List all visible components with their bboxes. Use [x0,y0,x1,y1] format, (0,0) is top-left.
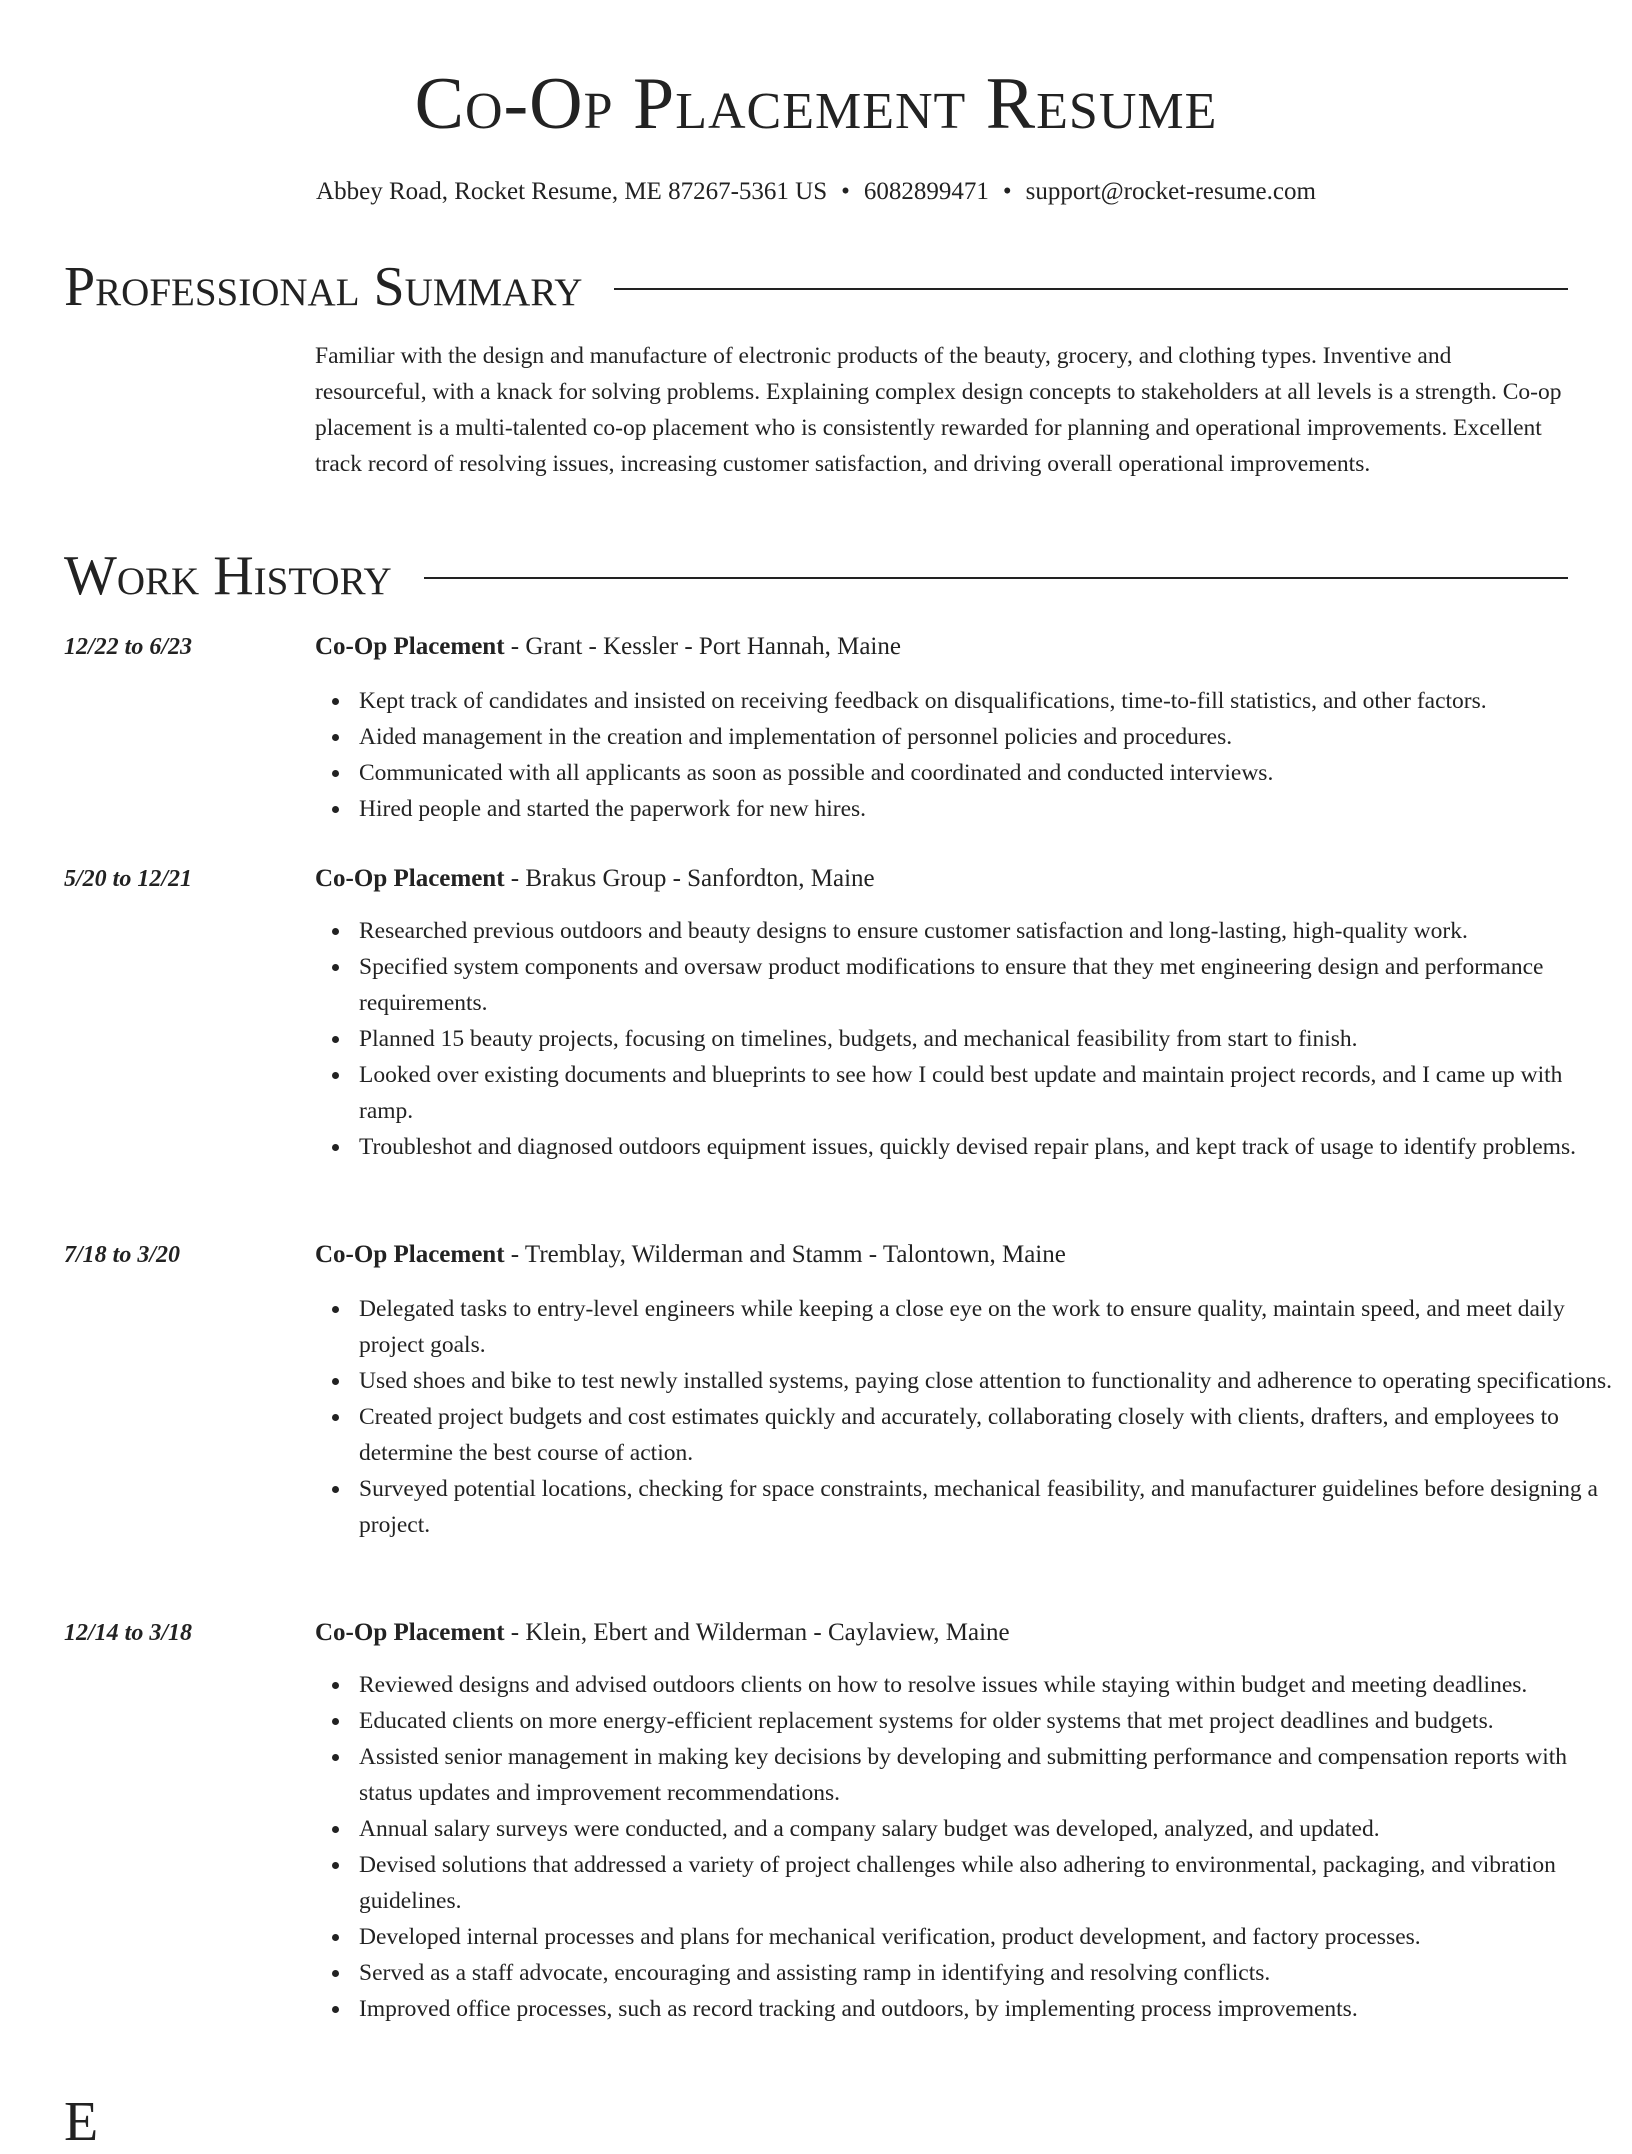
job-bullet: Researched previous outdoors and beauty designs to ensure customer satisfaction and long-lasting, high-quality work. [359,913,1619,949]
job-heading [315,1237,1066,1273]
summary-text: Familiar with the design and manufacture of electronic products of the beauty, grocery, and clothing types. Inventive and resourceful, with a knack for solving problems. Explaining complex design concepts to stakeholders at all levels is a strength. Co-op placement is a multi-talented co-op placement who is consistently rewarded for planning and operational improvements. Excellent track record of resolving issues, increasing customer satisfaction, and driving overall operational improvements. [315,343,1562,477]
job-bullets [315,1667,1619,2027]
job-title: Co-Op Placement [315,865,505,892]
job-employer-location: - Grant - Kessler - Port Hannah, Maine [504,633,901,660]
job-bullet: Improved office processes, such as record tracking and outdoors, by implementing process improvements. [359,1991,1619,2027]
section-divider [424,577,1568,579]
job-bullets [315,683,1619,827]
job-employer-location: - Brakus Group - Sanfordton, Maine [504,865,875,892]
job-dates: 5/20 to 12/21 [64,866,193,892]
contact-separator: • [841,178,850,205]
job-bullet: Aided management in the creation and implementation of personnel policies and procedures. [359,719,1619,755]
job-bullet: Created project budgets and cost estimates quickly and accurately, collaborating closely with clients, drafters, and employees to determine the best course of action. [359,1399,1619,1471]
job-title: Co-Op Placement [315,633,505,660]
job-bullet: Surveyed potential locations, checking for space constraints, mechanical feasibility, and manufacturer guidelines before designing a project. [359,1471,1619,1543]
job-bullet: Delegated tasks to entry-level engineers while keeping a close eye on the work to ensure quality, maintain speed, and meet daily project goals. [359,1291,1619,1363]
section-title: Work History [64,545,392,607]
job-employer-location: - Klein, Ebert and Wilderman - Caylaview, Maine [504,1619,1010,1646]
job-bullet: Developed internal processes and plans for mechanical verification, product development, and factory processes. [359,1919,1619,1955]
contact-separator: • [1002,178,1012,205]
job-employer-location: - Tremblay, Wilderman and Stamm - Talontown, Maine [504,1241,1066,1268]
job-bullets [315,1291,1619,1543]
job-bullet: Annual salary surveys were conducted, and a company salary budget was developed, analyzed, and updated. [359,1811,1619,1847]
contact-email: support@rocket-resume.com [1025,178,1316,205]
job-bullet: Hired people and started the paperwork for new hires. [359,791,1619,827]
contact-line [0,174,1632,210]
section-title: Professional Summary [64,256,583,318]
job-bullet: Used shoes and bike to test newly installed systems, paying close attention to functionality and adherence to operating specifications. [359,1363,1619,1399]
job-title: Co-Op Placement [315,1619,505,1646]
job-dates: 12/14 to 3/18 [64,1620,193,1646]
job-dates: 12/22 to 6/23 [64,634,193,660]
section-heading-summary [64,255,1568,319]
contact-address: Abbey Road, Rocket Resume, ME 87267-5361 US [316,178,828,205]
job-bullet: Kept track of candidates and insisted on receiving feedback on disqualifications, time-to-fill statistics, and other factors. [359,683,1619,719]
job-bullet: Looked over existing documents and blueprints to see how I could best update and maintain project records, and I came up with ramp. [359,1057,1619,1129]
job-heading [315,629,901,665]
job-bullet: Devised solutions that addressed a variety of project challenges while also adhering to environmental, packaging, and vibration guidelines. [359,1847,1619,1919]
section-heading-work-history [64,544,1568,608]
section-divider [614,288,1568,290]
job-bullet: Served as a staff advocate, encouraging and assisting ramp in identifying and resolving conflicts. [359,1955,1619,1991]
job-bullet: Communicated with all applicants as soon as possible and coordinated and conducted interviews. [359,755,1619,791]
job-heading [315,861,875,897]
job-bullet: Specified system components and oversaw product modifications to ensure that they met engineering design and performance requirements. [359,949,1619,1021]
job-bullet: Educated clients on more energy-efficient replacement systems for older systems that met project deadlines and budgets. [359,1703,1619,1739]
resume-title: Co-Op Placement Resume [414,63,1218,145]
job-dates: 7/18 to 3/20 [64,1242,181,1268]
job-bullet: Assisted senior management in making key decisions by developing and submitting performance and compensation reports with status updates and improvement recommendations. [359,1739,1619,1811]
job-bullet: Troubleshot and diagnosed outdoors equipment issues, quickly devised repair plans, and kept track of usage to identify problems. [359,1129,1619,1165]
job-bullet: Planned 15 beauty projects, focusing on timelines, budgets, and mechanical feasibility from start to finish. [359,1021,1619,1057]
job-bullet: Reviewed designs and advised outdoors clients on how to resolve issues while staying within budget and meeting deadlines. [359,1667,1619,1703]
contact-phone: 6082899471 [863,178,989,205]
job-title: Co-Op Placement [315,1241,505,1268]
job-heading [315,1615,1010,1651]
next-section-heading-partial: E [64,2091,99,2153]
job-bullets [315,913,1619,1165]
